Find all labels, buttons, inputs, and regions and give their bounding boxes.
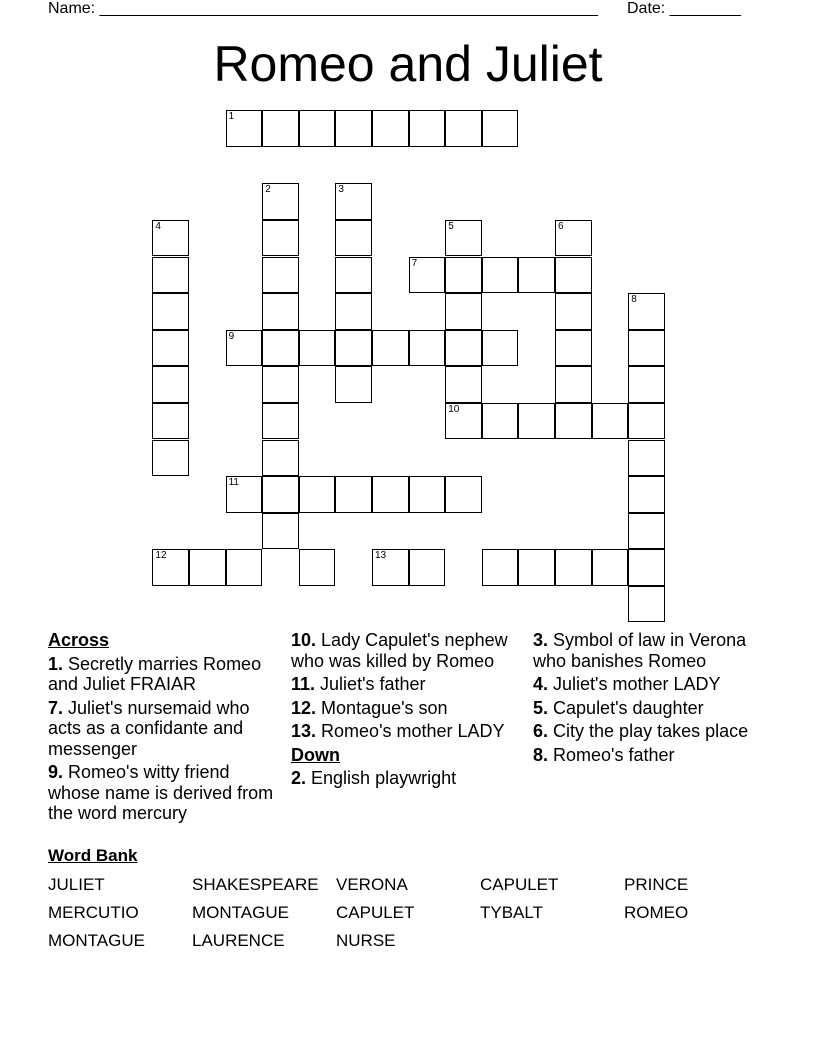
word-bank-item: MONTAGUE (192, 903, 289, 922)
clues-column-3 (533, 630, 773, 768)
cell-number: 4 (155, 220, 161, 232)
clue-number: 2. (291, 768, 307, 788)
word-bank-item: CAPULET (480, 875, 559, 894)
word-bank-item: VERONA (336, 875, 408, 894)
clue-text: Juliet's mother LADY (553, 674, 721, 694)
date-field-label: Date: ________ (627, 0, 741, 17)
grid-cell[interactable] (445, 293, 482, 330)
grid-cell[interactable] (518, 549, 555, 586)
cell-number: 7 (411, 257, 418, 269)
grid-cell[interactable] (482, 330, 519, 367)
clue-1-across (48, 654, 283, 695)
page-title: Romeo and Juliet (213, 36, 603, 92)
grid-cell[interactable] (555, 220, 592, 257)
clue-text: Romeo's father (553, 744, 675, 765)
clue-number: 4. (533, 674, 549, 694)
grid-cell[interactable] (445, 110, 482, 147)
grid-cell[interactable] (518, 403, 555, 440)
word-bank-title: Word Bank (48, 846, 138, 865)
grid-cell[interactable] (152, 330, 189, 367)
grid-cell[interactable] (299, 476, 336, 513)
clue-text: Romeo's witty friend whose name is derived from the word mercury (48, 762, 274, 823)
word-bank-item: PRINCE (624, 875, 689, 894)
clue-11-across (291, 674, 531, 695)
grid-cell[interactable] (445, 403, 482, 440)
grid-cell[interactable] (628, 403, 665, 440)
grid-cell[interactable] (372, 110, 409, 147)
word-bank-item: MONTAGUE (48, 931, 145, 950)
grid-cell[interactable] (335, 257, 372, 294)
grid-cell[interactable] (445, 366, 482, 403)
grid-cell[interactable] (445, 476, 482, 513)
clues-column-1 (48, 630, 283, 827)
grid-cell[interactable] (555, 293, 592, 330)
word-bank-item: ROMEO (624, 903, 689, 922)
grid-cell[interactable] (335, 183, 372, 220)
clue-number: 3. (533, 630, 549, 650)
word-bank-item: CAPULET (336, 903, 415, 922)
grid-cell[interactable] (555, 257, 592, 294)
cell-number: 8 (631, 294, 637, 306)
clue-13-across (291, 721, 531, 742)
grid-cell[interactable] (482, 403, 519, 440)
grid-cell[interactable] (335, 330, 372, 367)
grid-cell[interactable] (262, 183, 299, 220)
word-bank-item: TYBALT (480, 903, 543, 922)
grid-cell[interactable] (445, 220, 482, 257)
grid-cell[interactable] (335, 476, 372, 513)
grid-cell[interactable] (262, 476, 299, 513)
grid-cell[interactable] (152, 549, 189, 586)
clue-text: Juliet's nursemaid who acts as a confidante and messenger (48, 697, 250, 759)
grid-cell[interactable] (152, 403, 189, 440)
clue-3-down (533, 630, 773, 671)
cell-number: 10 (448, 403, 460, 415)
grid-cell[interactable] (628, 293, 665, 330)
clue-number: 10. (291, 630, 317, 650)
grid-cell[interactable] (262, 330, 299, 367)
grid-cell[interactable] (226, 476, 263, 513)
across-heading: Across (48, 630, 110, 650)
grid-cell[interactable] (335, 293, 372, 330)
grid-cell[interactable] (409, 257, 446, 294)
cell-number: 9 (228, 330, 235, 342)
grid-cell[interactable] (262, 366, 299, 403)
grid-cell[interactable] (299, 330, 336, 367)
clue-6-down (533, 721, 773, 742)
clue-text: Juliet's father (320, 674, 426, 694)
grid-cell[interactable] (555, 549, 592, 586)
grid-cell[interactable] (628, 586, 665, 623)
clue-text: Montague's son (321, 697, 448, 718)
clue-12-across (291, 698, 531, 719)
grid-cell[interactable] (592, 549, 629, 586)
clue-number: 11. (291, 674, 316, 694)
grid-cell[interactable] (445, 257, 482, 294)
clue-number: 8. (533, 744, 549, 765)
grid-cell[interactable] (409, 110, 446, 147)
grid-cell[interactable] (262, 403, 299, 440)
clue-2-down (291, 768, 531, 789)
cell-number: 12 (155, 550, 167, 562)
clue-4-down (533, 674, 773, 695)
grid-cell[interactable] (262, 257, 299, 294)
clue-5-down (533, 698, 773, 719)
clue-number: 7. (48, 697, 64, 718)
grid-cell[interactable] (482, 110, 519, 147)
clue-number: 1. (48, 653, 64, 674)
grid-cell[interactable] (299, 110, 336, 147)
grid-cell[interactable] (262, 220, 299, 257)
grid-cell[interactable] (226, 110, 263, 147)
grid-cell[interactable] (372, 476, 409, 513)
grid-cell[interactable] (335, 110, 372, 147)
clue-7-across (48, 698, 283, 760)
grid-cell[interactable] (262, 440, 299, 477)
cell-number: 1 (228, 111, 235, 123)
grid-cell[interactable] (335, 366, 372, 403)
grid-cell[interactable] (482, 257, 519, 294)
word-bank-item: MERCUTIO (48, 903, 139, 922)
clue-10-across (291, 630, 531, 671)
grid-cell[interactable] (409, 549, 446, 586)
grid-cell[interactable] (262, 293, 299, 330)
grid-cell[interactable] (628, 330, 665, 367)
clue-8-down (533, 745, 773, 766)
word-bank-item: LAURENCE (192, 931, 285, 950)
grid-cell[interactable] (445, 330, 482, 367)
grid-cell[interactable] (628, 366, 665, 403)
grid-cell[interactable] (628, 549, 665, 586)
grid-cell[interactable] (262, 513, 299, 550)
grid-cell[interactable] (518, 257, 555, 294)
grid-cell[interactable] (152, 440, 189, 477)
clue-text: City the play takes place (553, 721, 749, 741)
grid-cell[interactable] (335, 220, 372, 257)
grid-cell[interactable] (628, 476, 665, 513)
grid-cell[interactable] (555, 403, 592, 440)
grid-cell[interactable] (372, 549, 409, 586)
grid-cell[interactable] (372, 330, 409, 367)
clue-9-across (48, 762, 283, 824)
grid-cell[interactable] (482, 549, 519, 586)
clue-text: English playwright (311, 768, 457, 788)
clue-number: 5. (533, 697, 549, 718)
clue-number: 12. (291, 697, 317, 718)
grid-cell[interactable] (299, 549, 336, 586)
grid-cell[interactable] (152, 366, 189, 403)
clue-number: 9. (48, 762, 64, 782)
clue-text: Lady Capulet's nephew who was killed by Romeo (291, 630, 508, 671)
grid-cell[interactable] (262, 110, 299, 147)
clue-text: Secretly marries Romeo and Juliet FRAIAR (48, 653, 262, 694)
word-bank-item: JULIET (48, 875, 105, 894)
word-bank-item: SHAKESPEARE (192, 875, 319, 894)
cell-number: 11 (228, 477, 239, 489)
clue-text: Capulet's daughter (553, 697, 704, 718)
cell-number: 3 (338, 184, 344, 196)
clues-column-2 (291, 630, 531, 792)
grid-cell[interactable] (592, 403, 629, 440)
grid-cell[interactable] (555, 330, 592, 367)
cell-number: 13 (375, 550, 387, 562)
name-field-label: Name: ________________________________________________________ (48, 0, 598, 17)
grid-cell[interactable] (189, 549, 226, 586)
grid-cell[interactable] (152, 293, 189, 330)
grid-cell[interactable] (628, 440, 665, 477)
cell-number: 2 (265, 184, 271, 196)
grid-cell[interactable] (226, 549, 263, 586)
grid-cell[interactable] (409, 330, 446, 367)
grid-cell[interactable] (555, 366, 592, 403)
word-bank-item: NURSE (336, 931, 396, 950)
cell-number: 5 (448, 220, 454, 232)
clue-text: Romeo's mother LADY (321, 721, 505, 741)
cell-number: 6 (558, 220, 564, 232)
clue-text: Symbol of law in Verona who banishes Romeo (533, 630, 747, 671)
clue-number: 6. (533, 721, 549, 741)
grid-cell[interactable] (409, 476, 446, 513)
grid-cell[interactable] (628, 513, 665, 550)
grid-cell[interactable] (152, 257, 189, 294)
grid-cell[interactable] (152, 220, 189, 257)
clue-number: 13. (291, 721, 317, 741)
grid-cell[interactable] (226, 330, 263, 367)
down-heading: Down (291, 744, 340, 765)
